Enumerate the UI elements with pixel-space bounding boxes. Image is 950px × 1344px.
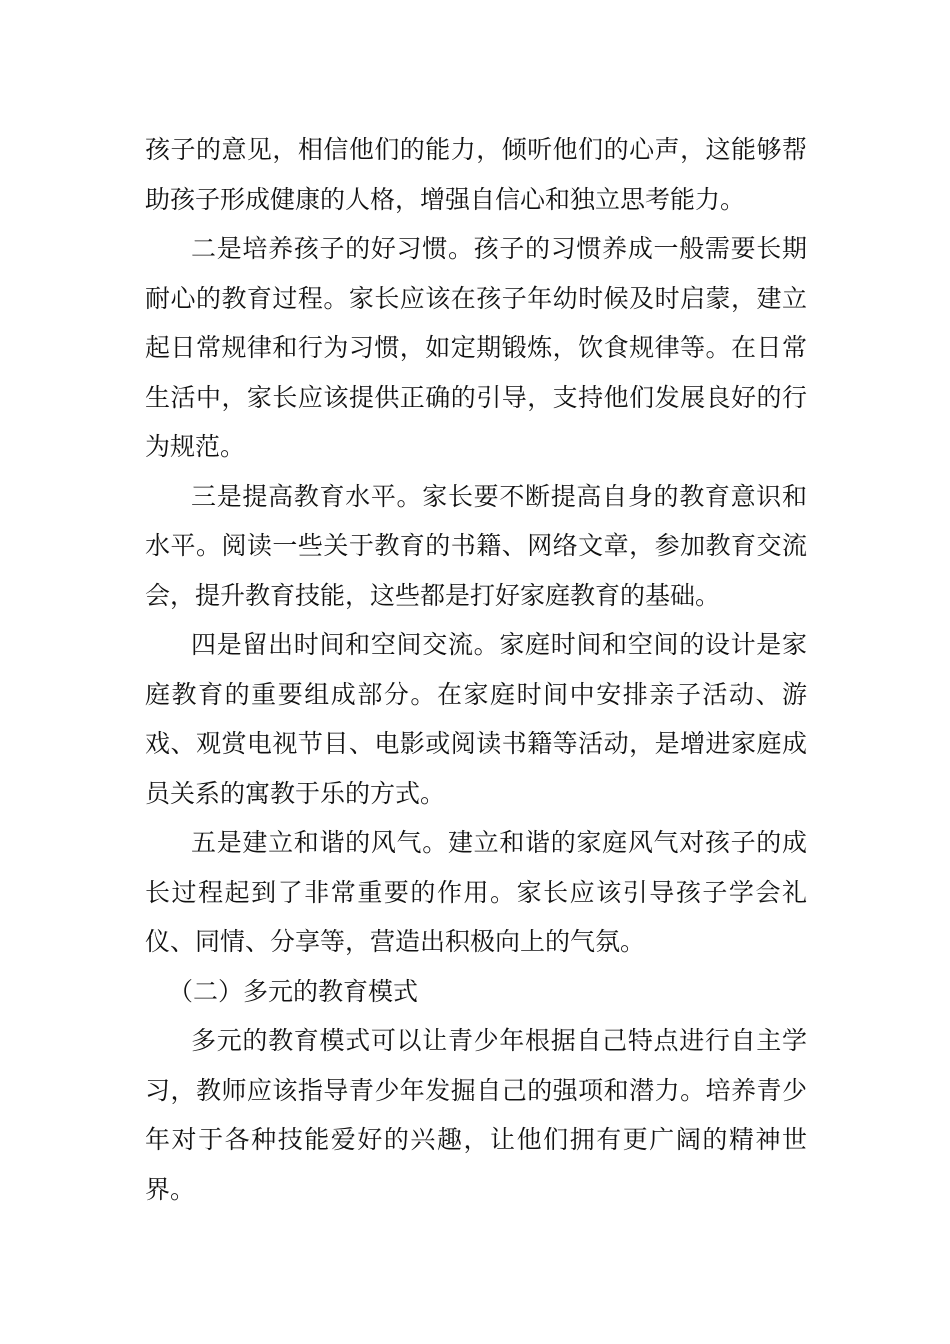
paragraph-diverse-model: 多元的教育模式可以让青少年根据自己特点进行自主学习，教师应该指导青少年发掘自己的强项和潜力。培养青少年对于各种技能爱好的兴趣，让他们拥有更广阔的精神世界。: [145, 1026, 807, 1204]
paragraph-continuation: 孩子的意见，相信他们的能力，倾听他们的心声，这能够帮助孩子形成健康的人格，增强自信心和独立思考能力。: [145, 135, 807, 214]
paragraph-education-level: 三是提高教育水平。家长要不断提高自身的教育意识和水平。阅读一些关于教育的书籍、网络文章，参加教育交流会，提升教育技能，这些都是打好家庭教育的基础。: [145, 481, 807, 610]
paragraph-harmony: 五是建立和谐的风气。建立和谐的家庭风气对孩子的成长过程起到了非常重要的作用。家长应该引导孩子学会礼仪、同情、分享等，营造出积极向上的气氛。: [145, 828, 807, 956]
paragraph-time-space: 四是留出时间和空间交流。家庭时间和空间的设计是家庭教育的重要组成部分。在家庭时间中安排亲子活动、游戏、观赏电视节目、电影或阅读书籍等活动，是增进家庭成员关系的寓教于乐的方式。: [145, 630, 807, 808]
paragraph-good-habits: 二是培养孩子的好习惯。孩子的习惯养成一般需要长期耐心的教育过程。家长应该在孩子年幼时候及时启蒙，建立起日常规律和行为习惯，如定期锻炼，饮食规律等。在日常生活中，家长应该提供正确的引导，支持他们发展良好的行为规范。: [145, 234, 807, 461]
body-text: [145, 125, 807, 1214]
section-heading: （二）多元的教育模式: [168, 976, 419, 1006]
